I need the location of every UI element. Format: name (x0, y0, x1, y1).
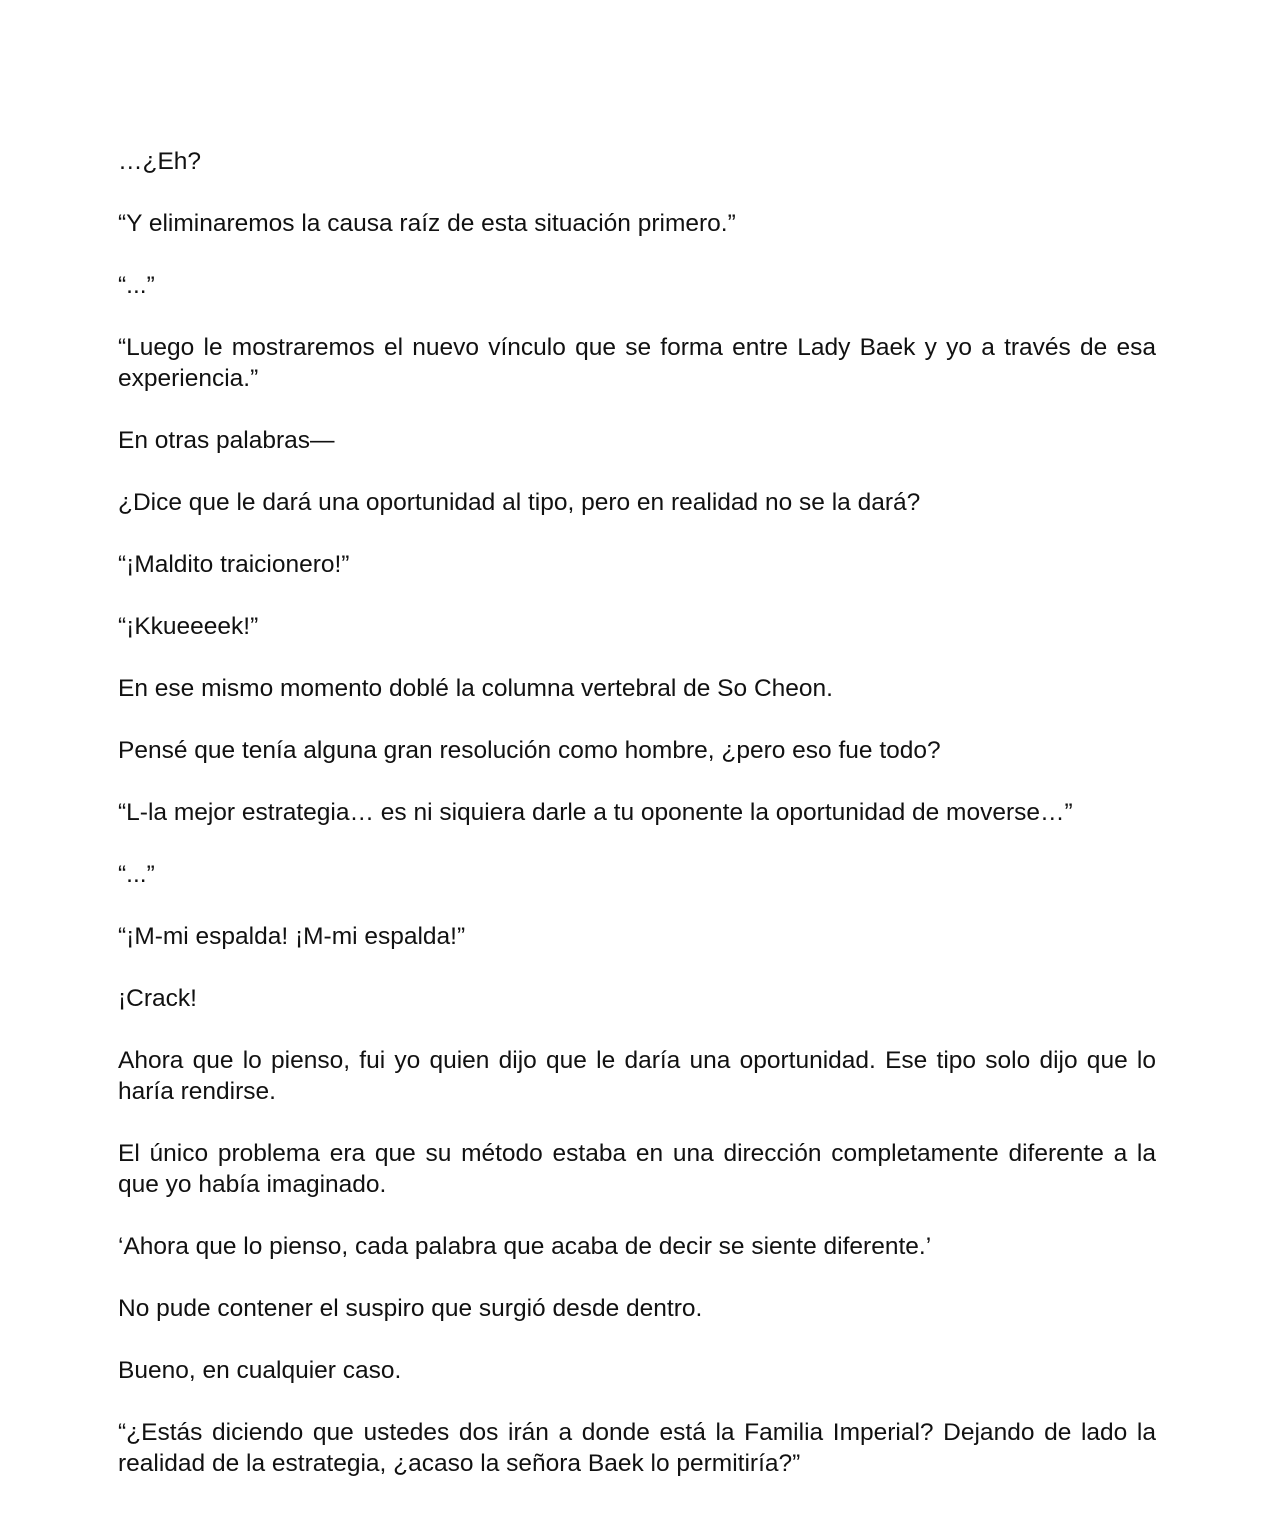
paragraph: “L-la mejor estrategia… es ni siquiera darle a tu oponente la oportunidad de moverse…” (118, 799, 1073, 826)
paragraph: “...” (118, 861, 155, 888)
paragraph: No pude contener el suspiro que surgió desde dentro. (118, 1295, 703, 1322)
paragraph: “Luego le mostraremos el nuevo vínculo que se forma entre Lady Baek y yo a través de esa experiencia.” (118, 334, 1156, 392)
paragraph: “¡M-mi espalda! ¡M-mi espalda!” (118, 923, 466, 950)
paragraph: ¡Crack! (118, 985, 197, 1012)
paragraph: “Y eliminaremos la causa raíz de esta situación primero.” (118, 210, 736, 237)
paragraph: Ahora que lo pienso, fui yo quien dijo que le daría una oportunidad. Ese tipo solo dijo que lo haría rendirse. (118, 1047, 1156, 1105)
paragraph: “...” (118, 272, 155, 299)
paragraph: “¡Kkueeeek!” (118, 613, 259, 640)
paragraph: “¿Estás diciendo que ustedes dos irán a donde está la Familia Imperial? Dejando de lado la realidad de la estrategia, ¿acaso la señora Baek lo permitiría?” (118, 1419, 1156, 1477)
paragraph: ‘Ahora que lo pienso, cada palabra que acaba de decir se siente diferente.’ (118, 1233, 932, 1260)
paragraph: …¿Eh? (118, 148, 202, 175)
paragraph: Pensé que tenía alguna gran resolución como hombre, ¿pero eso fue todo? (118, 737, 941, 764)
paragraph: “¡Maldito traicionero!” (118, 551, 350, 578)
document-body (118, 146, 1156, 1510)
paragraph: En ese mismo momento doblé la columna vertebral de So Cheon. (118, 675, 833, 702)
paragraph: Bueno, en cualquier caso. (118, 1357, 402, 1384)
paragraph: El único problema era que su método estaba en una dirección completamente diferente a la que yo había imaginado. (118, 1140, 1156, 1198)
paragraph: ¿Dice que le dará una oportunidad al tipo, pero en realidad no se la dará? (118, 489, 921, 516)
paragraph: En otras palabras— (118, 427, 335, 454)
